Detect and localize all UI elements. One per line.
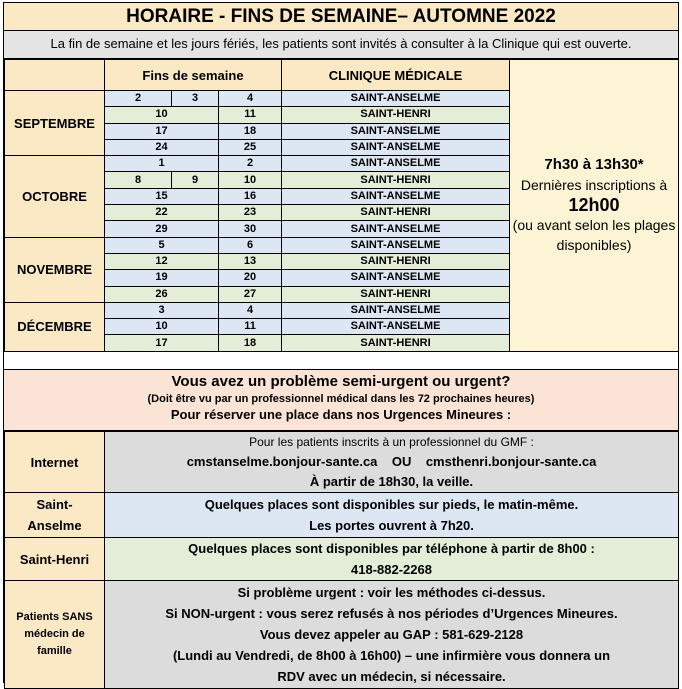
no-doctor-line3: Vous devez appeler au GAP : 581-629-2128	[259, 627, 524, 642]
methods-table	[4, 431, 679, 689]
page-title: HORAIRE - FINS DE SEMAINE– AUTOMNE 2022	[4, 3, 678, 31]
date-cell: 10	[105, 319, 219, 335]
clinic-cell: SAINT-HENRI	[282, 253, 510, 269]
method-anselme-label	[5, 493, 105, 538]
clinic-cell: SAINT-HENRI	[282, 205, 510, 221]
clinic-cell: SAINT-ANSELME	[282, 319, 510, 335]
no-doctor-line5: RDV avec un médecin, si nécessaire.	[277, 669, 506, 684]
clinic-cell: SAINT-ANSELME	[282, 91, 510, 107]
clinic-cell: SAINT-ANSELME	[282, 237, 510, 253]
method-no-doctor-details	[105, 581, 679, 689]
clinic-cell: SAINT-ANSELME	[282, 270, 510, 286]
hours-time: 7h30 à 13h30*	[544, 156, 644, 174]
date-cell: 16	[219, 188, 282, 204]
urgent-reserve: Pour réserver une place dans nos Urgences Mineures :	[170, 407, 512, 422]
no-doctor-label-1: Patients SANS	[16, 611, 93, 623]
date-cell: 29	[105, 221, 219, 237]
date-cell: 30	[219, 221, 282, 237]
date-cell: 3	[105, 302, 219, 318]
date-cell: 12	[105, 253, 219, 269]
henri-line1: Quelques places sont disponibles par téléphone à partir de 8h00 :	[188, 541, 595, 556]
url-saint-henri[interactable]: cmsthenri.bonjour-sante.ca	[425, 454, 597, 469]
header-blank	[5, 60, 105, 91]
date-cell: 11	[219, 319, 282, 335]
schedule-header-row	[5, 60, 679, 91]
urgent-subheading: (Doit être vu par un professionnel médical dans les 72 prochaines heures)	[147, 393, 535, 405]
schedule-table	[4, 59, 679, 352]
anselme-label-2: Anselme	[27, 518, 82, 533]
date-cell: 27	[219, 286, 282, 302]
date-cell: 15	[105, 188, 219, 204]
clinic-cell: SAINT-ANSELME	[282, 188, 510, 204]
date-cell: 18	[219, 335, 282, 351]
clinic-cell: SAINT-HENRI	[282, 172, 510, 188]
date-cell: 11	[219, 107, 282, 123]
date-cell: 2	[219, 156, 282, 172]
date-cell: 8	[105, 172, 172, 188]
date-cell: 25	[219, 139, 282, 155]
date-cell: 13	[219, 253, 282, 269]
date-cell: 3	[172, 91, 219, 107]
method-internet-details	[105, 432, 679, 493]
month-november: NOVEMBRE	[5, 237, 105, 302]
date-cell: 23	[219, 205, 282, 221]
internet-when: À partir de 18h30, la veille.	[309, 474, 474, 489]
date-cell: 24	[105, 139, 219, 155]
clinic-cell: SAINT-ANSELME	[282, 123, 510, 139]
anselme-line1: Quelques places sont disponibles sur pieds, le matin-même.	[204, 497, 579, 512]
page-subtitle: La fin de semaine et les jours fériés, les patients sont invités à consulter à la Clinique qui est ouverte.	[4, 31, 678, 59]
anselme-label-1: Saint-	[36, 497, 73, 512]
date-cell: 5	[105, 237, 219, 253]
no-doctor-label-3: famille	[37, 645, 72, 657]
date-cell: 17	[105, 123, 219, 139]
anselme-line2: Les portes ouvrent à 7h20.	[309, 518, 474, 533]
clinic-cell: SAINT-ANSELME	[282, 156, 510, 172]
no-doctor-line4: (Lundi au Vendredi, de 8h00 à 16h00) – une infirmière vous donnera un	[172, 648, 611, 663]
month-december: DÉCEMBRE	[5, 302, 105, 351]
date-cell: 2	[105, 91, 172, 107]
header-weekends: Fins de semaine	[105, 60, 282, 91]
urgent-banner	[4, 369, 678, 431]
method-no-doctor-row	[5, 581, 679, 689]
date-cell: 4	[219, 91, 282, 107]
date-cell: 6	[219, 237, 282, 253]
no-doctor-line2: Si NON-urgent : vous serez refusés à nos périodes d’Urgences Mineures.	[165, 606, 618, 621]
henri-phone[interactable]: 418-882-2268	[351, 562, 432, 577]
method-henri-row	[5, 538, 679, 581]
method-no-doctor-label	[5, 581, 105, 689]
date-cell: 20	[219, 270, 282, 286]
date-cell: 10	[219, 172, 282, 188]
clinic-cell: SAINT-ANSELME	[282, 221, 510, 237]
clinic-cell: SAINT-ANSELME	[282, 139, 510, 155]
month-september: SEPTEMBRE	[5, 91, 105, 156]
clinic-cell: SAINT-HENRI	[282, 107, 510, 123]
date-cell: 19	[105, 270, 219, 286]
date-cell: 9	[172, 172, 219, 188]
clinic-cell: SAINT-ANSELME	[282, 302, 510, 318]
schedule-sheet	[3, 2, 679, 683]
date-cell: 26	[105, 286, 219, 302]
date-cell: 22	[105, 205, 219, 221]
clinic-cell: SAINT-HENRI	[282, 286, 510, 302]
hours-info	[510, 60, 679, 352]
method-henri-label: Saint-Henri	[5, 538, 105, 581]
hours-last-registration: Dernières inscriptions à	[520, 177, 668, 194]
internet-intro: Pour les patients inscrits à un professionnel du GMF :	[249, 435, 534, 449]
method-henri-details	[105, 538, 679, 581]
hours-note: (ou avant selon les plages disponibles)	[512, 217, 676, 254]
urgent-heading: Vous avez un problème semi-urgent ou urgent?	[171, 373, 511, 390]
date-cell: 1	[105, 156, 219, 172]
date-cell: 10	[105, 107, 219, 123]
method-anselme-row	[5, 493, 679, 538]
internet-urls	[105, 452, 678, 472]
method-internet-label: Internet	[5, 432, 105, 493]
no-doctor-label-2: médecin de	[24, 628, 85, 640]
or-label: OU	[391, 454, 412, 469]
method-anselme-details	[105, 493, 679, 538]
method-internet-row	[5, 432, 679, 493]
no-doctor-line1: Si problème urgent : voir les méthodes ci-dessus.	[237, 585, 546, 600]
header-clinic: CLINIQUE MÉDICALE	[282, 60, 510, 91]
month-october: OCTOBRE	[5, 156, 105, 237]
clinic-cell: SAINT-HENRI	[282, 335, 510, 351]
date-cell: 4	[219, 302, 282, 318]
date-cell: 18	[219, 123, 282, 139]
url-saint-anselme[interactable]: cmstanselme.bonjour-sante.ca	[186, 454, 378, 469]
hours-cutoff: 12h00	[568, 195, 620, 216]
date-cell: 17	[105, 335, 219, 351]
